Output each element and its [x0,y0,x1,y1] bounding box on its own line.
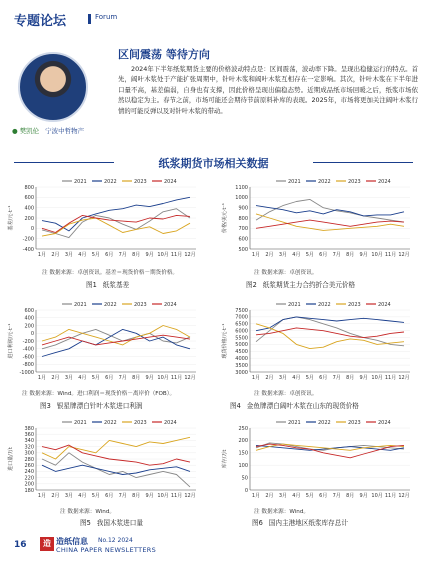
x-tick-label: 3月 [278,493,288,499]
x-tick-label: 4月 [292,375,301,381]
x-tick-label: 1月 [37,252,47,258]
chart-note-6: 注 数据来源：Wind。 [254,509,309,515]
y-tick-label: 1000 [235,195,248,202]
legend-label: 2023 [348,420,361,426]
x-tick-label: 9月 [359,252,368,258]
author-photo [18,52,88,122]
series-line-2021 [256,199,404,222]
y-tick-label: 700 [238,226,248,233]
x-tick-label: 9月 [145,252,154,258]
x-tick-label: 5月 [91,493,100,499]
legend-label: 2022 [104,302,117,308]
y-tick-label: 260 [24,463,34,469]
x-tick-label: 5月 [91,252,100,258]
brand-name: 造纸信息 [56,537,88,546]
chart-panel-3 [6,298,206,390]
x-tick-label: 6月 [319,493,328,499]
data-section-title-text: 纸浆期货市场相关数据 [155,157,273,170]
y-tick-label: 280 [24,456,34,463]
chart-caption-6 [252,517,348,527]
chart-panel-4 [220,298,420,390]
x-tick-label: 11月 [384,252,397,258]
x-tick-label: 1月 [251,375,261,381]
x-tick-label: 10月 [371,493,383,499]
y-tick-label: -1000 [19,369,34,376]
chart-caption-5 [80,517,143,527]
x-tick-label: 2月 [265,493,274,499]
data-section-title [0,155,427,171]
y-tick-label: 4000 [235,356,248,363]
legend-label: 2022 [318,420,331,426]
y-tick-label: 50 [241,475,248,482]
series-line-2022 [42,197,190,231]
legend-label: 2021 [288,420,301,426]
chart-svg [220,175,420,267]
legend-label: 2023 [348,302,361,308]
x-tick-label: 4月 [78,375,87,381]
chart-caption-1 [86,279,129,289]
y-axis-label: 进口量/万t [8,447,14,471]
y-tick-label: -600 [22,354,34,361]
caption-number: 图1 [86,281,97,289]
x-tick-label: 10月 [157,252,169,258]
chart-note-2: 注 数据来源：卓创资讯。 [254,270,318,276]
y-tick-label: 150 [238,450,248,457]
caption-number: 图3 [40,402,51,410]
legend-label: 2021 [74,302,87,308]
x-tick-label: 9月 [359,375,368,381]
x-tick-label: 12月 [398,493,410,499]
x-tick-label: 6月 [105,375,114,381]
y-tick-label: 400 [24,315,34,322]
x-tick-label: 4月 [292,252,301,258]
y-axis-label: 基差/元·t⁻¹ [8,205,14,231]
caption-number: 图5 [80,519,91,527]
x-tick-label: 3月 [278,375,288,381]
x-tick-label: 11月 [170,375,183,381]
x-tick-label: 7月 [332,252,341,258]
y-tick-label: 240 [24,469,34,476]
y-tick-label: 180 [24,487,34,494]
y-tick-label: 380 [24,425,34,432]
brand-name-en: CHINA PAPER NEWSLETTERS [56,546,157,554]
chart-svg [220,298,420,390]
x-tick-label: 7月 [332,493,341,499]
x-tick-label: 11月 [170,252,183,258]
x-tick-label: 10月 [371,375,383,381]
section-heading: 专题论坛 [14,14,67,29]
legend-label: 2021 [74,420,87,426]
caption-text: 纸浆基差 [102,281,130,289]
x-tick-label: 8月 [132,493,141,499]
y-tick-label: 200 [238,438,248,445]
x-tick-label: 2月 [51,375,60,381]
legend-label: 2022 [104,179,117,185]
x-tick-label: 8月 [346,375,355,381]
chart-svg [6,416,206,508]
x-tick-label: 11月 [384,375,397,381]
y-tick-label: 1100 [235,184,248,191]
series-line-2021 [42,453,190,487]
legend-label: 2022 [104,420,117,426]
legend-label: 2024 [164,179,177,185]
y-tick-label: -400 [22,246,34,253]
author-name: 樊凯伦 [19,127,40,135]
y-tick-label: 3500 [235,362,248,369]
x-tick-label: 3月 [64,493,74,499]
legend-label: 2024 [378,302,391,308]
y-tick-label: 0 [30,331,34,338]
y-tick-label: 360 [24,432,34,438]
caption-number: 图2 [246,281,257,289]
author-company: 宁波中哲物产 [45,127,85,135]
article-title: 区间震荡 等待方向 [118,48,210,61]
x-tick-label: 1月 [37,493,47,499]
x-tick-label: 9月 [359,493,368,499]
y-tick-label: 7000 [235,314,248,321]
caption-text: 国内主港地区纸浆库存总计 [268,519,348,527]
y-tick-label: 5500 [235,335,248,342]
x-tick-label: 1月 [37,375,47,381]
y-tick-label: 500 [238,246,248,253]
x-tick-label: 6月 [105,252,114,258]
series-line-2024 [256,220,404,228]
x-tick-label: 3月 [64,252,74,258]
chart-panel-6 [220,416,420,508]
y-tick-label: 6000 [235,328,248,335]
x-tick-label: 7月 [118,493,127,499]
y-tick-label: 200 [24,323,34,330]
x-tick-label: 6月 [105,493,114,499]
x-tick-label: 1月 [251,252,261,258]
x-tick-label: 5月 [305,375,314,381]
chart-note-4: 注 数据来源：卓创资讯。 [254,391,318,397]
chart-panel-1 [6,175,206,267]
x-tick-label: 10月 [157,493,169,499]
caption-text: 金鱼牌漂白阔叶木浆在山东的现货价格 [246,402,359,410]
y-tick-label: 0 [30,226,34,233]
x-tick-label: 8月 [346,252,355,258]
legend-label: 2023 [348,179,361,185]
series-line-2021 [42,209,190,238]
bullet-icon: ● [12,127,18,135]
series-line-2022 [42,465,190,474]
caption-number: 图6 [252,519,263,527]
y-tick-label: -400 [22,346,34,353]
chart-caption-2 [246,279,355,289]
caption-number: 图4 [230,402,241,410]
x-tick-label: 5月 [305,493,314,499]
x-tick-label: 5月 [305,252,314,258]
x-tick-label: 1月 [251,493,261,499]
legend-label: 2022 [318,302,331,308]
x-tick-label: 9月 [145,375,154,381]
y-tick-label: 220 [24,475,34,482]
y-tick-label: 200 [24,215,34,222]
legend-label: 2021 [288,302,301,308]
x-tick-label: 12月 [398,252,410,258]
y-tick-label: 250 [238,425,248,432]
y-tick-label: 800 [238,215,248,222]
chart-svg [6,298,206,390]
x-tick-label: 4月 [292,493,301,499]
x-tick-label: 6月 [319,252,328,258]
chart-panel-5 [6,416,206,508]
x-tick-label: 8月 [346,493,355,499]
x-tick-label: 2月 [265,252,274,258]
x-tick-label: 7月 [332,375,341,381]
brand-logo: 造 [40,537,54,551]
y-tick-label: -800 [22,362,34,369]
author-byline [12,126,84,135]
article-body: 2024年下半年纸浆期货主要的价格波动特点是：区间震荡，波动率下降。呈现出稳健运行的特点。首先，阔叶木浆处于产能扩张周期中，针叶木浆和阔叶木浆互相存在一定影响。其次，针叶木浆在下半年进口量不高，基差偏弱，自身也有支撑，因此价格呈现出偏稳态势。近期成品纸市场回暖之后，纸浆市场依然以稳定为主。春节之前，市场可能还会期待节前原料补库的表现。2025年，市场将更加关注阔叶木浆行情的可能反弹以及对针叶木浆的带动。 [118,65,418,115]
chart-note-5: 注 数据来源：Wind。 [60,509,115,515]
legend-label: 2023 [134,420,147,426]
chart-panel-2 [220,175,420,267]
x-tick-label: 12月 [184,375,196,381]
section-heading-en: Forum [95,13,118,21]
y-tick-label: 600 [24,307,34,314]
legend-label: 2021 [288,179,301,185]
x-tick-label: 4月 [78,493,87,499]
section-divider [88,14,91,24]
y-tick-label: 340 [24,438,34,445]
x-tick-label: 11月 [170,493,183,499]
x-tick-label: 3月 [278,252,288,258]
x-tick-label: 7月 [118,252,127,258]
chart-note-3: 注 数据来源：Wind。进口利润＝现货价格－离岸价（FOB）。 [22,391,176,397]
x-tick-label: 12月 [398,375,410,381]
legend-label: 2024 [164,420,177,426]
x-tick-label: 10月 [371,252,383,258]
y-axis-label: 库存/万t [222,449,228,469]
legend-label: 2024 [164,302,177,308]
x-tick-label: 9月 [145,493,154,499]
x-tick-label: 2月 [51,493,60,499]
x-tick-label: 3月 [64,375,74,381]
issue-number: No.12 2024 [98,537,133,544]
y-tick-label: -200 [22,338,34,345]
chart-note-1: 注 数据来源：卓创资讯。基差＝现货价格－期货价格。 [42,270,179,276]
y-tick-label: 100 [238,463,248,469]
caption-text: 纸浆期货主力合约折合美元价格 [262,281,356,289]
x-tick-label: 12月 [184,493,196,499]
chart-caption-4 [230,400,359,410]
legend-label: 2024 [378,420,391,426]
page-number: 16 [14,540,27,550]
x-tick-label: 2月 [51,252,60,258]
legend-label: 2024 [378,179,391,185]
y-tick-label: 0 [244,487,248,494]
x-tick-label: 2月 [265,375,274,381]
y-tick-label: 600 [24,195,34,202]
x-tick-label: 12月 [184,252,196,258]
x-tick-label: 6月 [319,375,328,381]
series-line-2024 [42,445,190,465]
y-tick-label: 7500 [235,307,248,314]
y-tick-label: 900 [238,205,248,212]
y-axis-label: 价格/美元·t⁻¹ [222,203,228,233]
y-tick-label: 5000 [235,342,248,349]
series-line-2022 [256,206,404,216]
x-tick-label: 4月 [78,252,87,258]
y-tick-label: -200 [22,236,34,243]
y-tick-label: 6500 [235,321,248,328]
x-tick-label: 8月 [132,375,141,381]
chart-caption-3 [40,400,143,410]
y-tick-label: 200 [24,481,34,488]
chart-svg [220,416,420,508]
caption-text: 银星牌漂白针叶木浆进口利润 [56,402,143,410]
y-tick-label: 800 [24,184,34,191]
caption-text: 我国木浆进口量 [96,519,143,527]
y-tick-label: 3000 [235,369,248,376]
legend-label: 2022 [318,179,331,185]
series-line-2023 [256,324,404,349]
x-tick-label: 7月 [118,375,127,381]
x-tick-label: 11月 [384,493,397,499]
x-tick-label: 10月 [157,375,169,381]
series-line-2024 [256,328,404,338]
legend-label: 2023 [134,302,147,308]
y-tick-label: 4500 [235,349,248,356]
y-axis-label: 现货价格/元·t⁻¹ [222,323,228,359]
y-tick-label: 400 [24,205,34,212]
x-tick-label: 5月 [91,375,100,381]
x-tick-label: 8月 [132,252,141,258]
legend-label: 2021 [74,179,87,185]
y-axis-label: 进口利润/元·t⁻¹ [8,323,14,359]
y-tick-label: 300 [24,450,34,457]
legend-label: 2023 [134,179,147,185]
chart-svg [6,175,206,267]
y-tick-label: 600 [238,236,248,243]
y-tick-label: 320 [24,444,34,451]
